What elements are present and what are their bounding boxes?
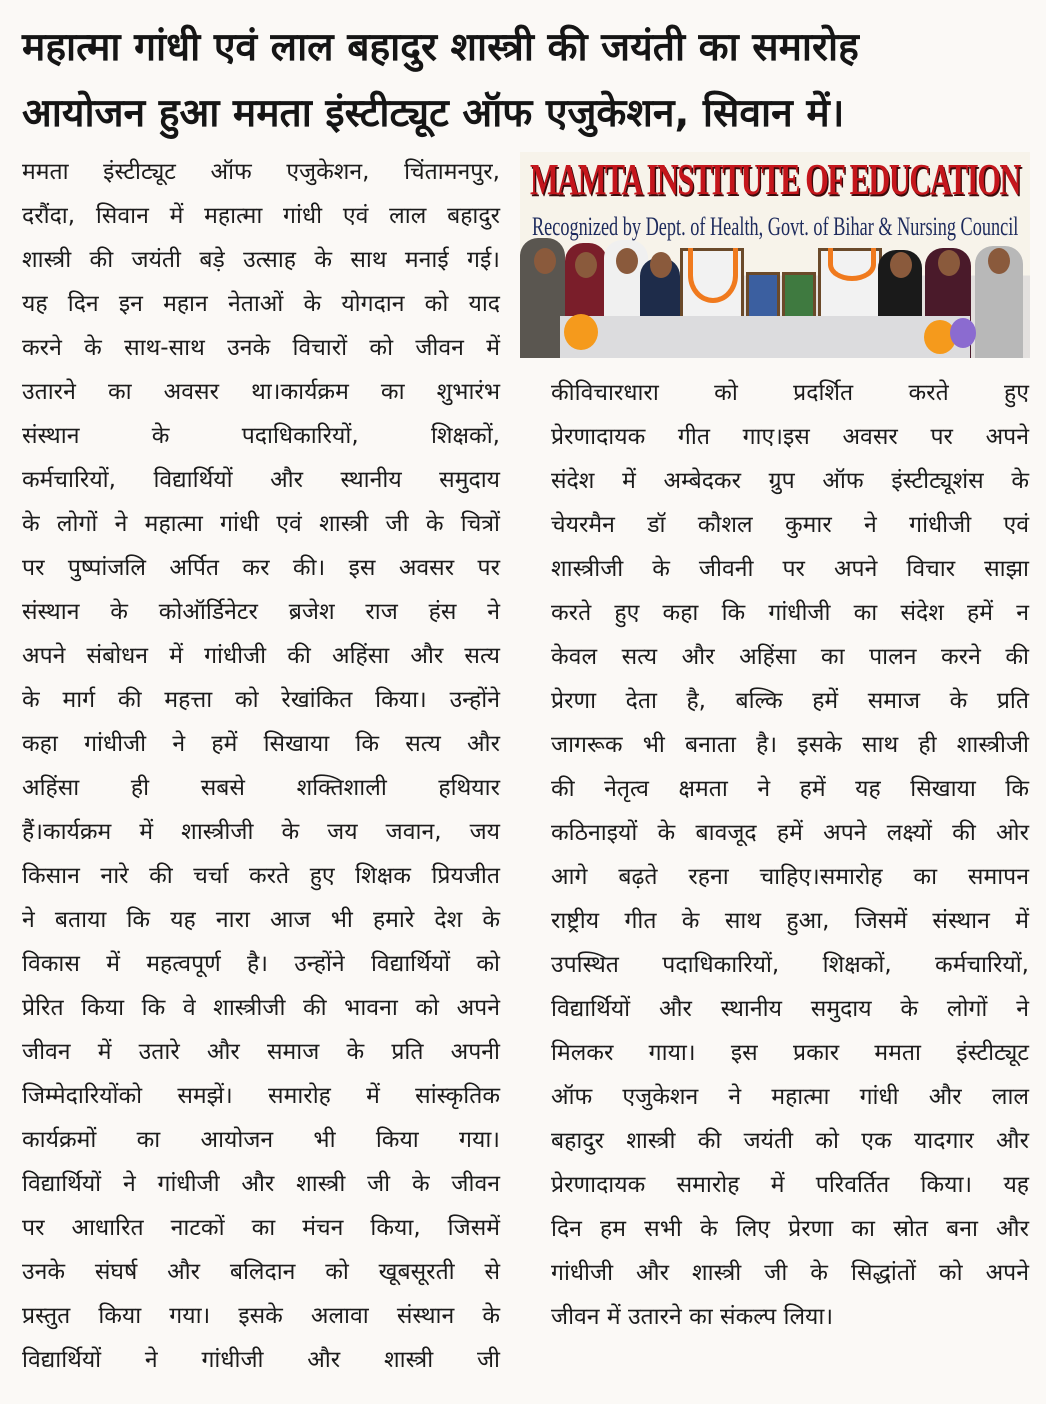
article-text-line: विद्यार्थियों और स्थानीय समुदाय के लोगों ने [551,996,1029,1022]
article-text-line: के लोगों ने महात्मा गांधी एवं शास्त्री जी के चित्रों [22,511,500,537]
article-text-line: किसान नारे की चर्चा करते हुए शिक्षक प्रियजीत [22,863,500,889]
headline-line-1: महात्मा गांधी एवं लाल बहादुर शास्त्री की जयंती का समारोह [22,25,859,70]
article-text-line: उनके संघर्ष और बलिदान को खूबसूरती से [22,1259,500,1285]
article-text-line: करने के साथ-साथ उनके विचारों को जीवन में [22,335,500,361]
article-text-line: कर्मचारियों, विद्यार्थियों और स्थानीय समुदाय [22,467,500,493]
article-text-line: चेयरमैन डॉ कौशल कुमार ने गांधीजी एवं [551,512,1029,538]
article-text-line: जीवन में उतारे और समाज के प्रति अपनी [22,1039,500,1065]
article-text-line: ममता इंस्टीट्यूट ऑफ एजुकेशन, चिंतामनपुर, [22,159,500,185]
article-text-line: आगे बढ़ते रहना चाहिए।समारोह का समापन [551,864,1029,890]
article-text-line: ऑफ एजुकेशन ने महात्मा गांधी और लाल [551,1084,1029,1110]
article-text-line: उतारने का अवसर था।कार्यक्रम का शुभारंभ [22,379,500,405]
balloon [564,314,598,350]
article-text-line: कार्यक्रमों का आयोजन भी किया गया। [22,1127,500,1153]
article-text-line: प्रेरणा देता है, बल्कि हमें समाज के प्रति [551,688,1029,714]
person-head [650,252,672,278]
article-text-line: दिन हम सभी के लिए प्रेरणा का स्रोत बना और [551,1216,1029,1242]
article-text-line: विद्यार्थियों ने गांधीजी और शास्त्री जी [22,1347,500,1373]
article-text-line: पर आधारित नाटकों का मंचन किया, जिसमें [22,1215,500,1241]
event-photo [520,152,1030,358]
garland [688,248,738,303]
article-text-line: विकास में महत्वपूर्ण है। उन्होंने विद्यार्थियों को [22,951,500,977]
article-text-line: कीविचारधारा को प्रदर्शित करते हुए [551,380,1029,406]
article-text-line: संदेश में अम्बेदकर ग्रुप ऑफ इंस्टीट्यूशंस के [551,468,1029,494]
article-text-line: शास्त्री की जयंती बड़े उत्साह के साथ मनाई गई। [22,247,500,273]
article-text-line: गांधीजी और शास्त्री जी के सिद्धांतों को अपने [551,1260,1029,1286]
article-text-line: राष्ट्रीय गीत के साथ हुआ, जिसमें संस्थान में [551,908,1029,934]
article-text-line: ने बताया कि यह नारा आज भी हमारे देश के [22,907,500,933]
article-text-line: जागरूक भी बनाता है। इसके साथ ही शास्त्रीजी [551,732,1029,758]
article-text-line: हैं।कार्यक्रम में शास्त्रीजी के जय जवान, जय [22,819,500,845]
article-text-line: उपस्थित पदाधिकारियों, शिक्षकों, कर्मचारियों, [551,952,1029,978]
article-right-column [551,371,1029,1339]
article-text-line: जिम्मेदारियोंको समझें। समारोह में सांस्कृतिक [22,1083,500,1109]
article-text-line: बहादुर शास्त्री की जयंती को एक यादगार और [551,1128,1029,1154]
article-left-column [22,150,500,1382]
article-text-line: यह दिन इन महान नेताओं के योगदान को याद [22,291,500,317]
person-head [938,250,960,276]
article-text-line: प्रेरणादायक गीत गाए।इस अवसर पर अपने [551,424,1029,450]
article-text-line: के मार्ग की महत्ता को रेखांकित किया। उन्होंने [22,687,500,713]
article-text-line: संस्थान के पदाधिकारियों, शिक्षकों, [22,423,500,449]
article-text-line: पर पुष्पांजलि अर्पित कर की। इस अवसर पर [22,555,500,581]
person-head [575,252,597,278]
article-text-line: कठिनाइयों के बावजूद हमें अपने लक्ष्यों की ओर [551,820,1029,846]
portrait-frame [782,272,816,322]
garland [828,248,876,281]
person-head [534,248,556,274]
article-text-line: अहिंसा ही सबसे शक्तिशाली हथियार [22,775,500,801]
article-text-line: संस्थान के कोऑर्डिनेटर ब्रजेश राज हंस ने [22,599,500,625]
person-head [988,248,1010,274]
article-text-line: शास्त्रीजी के जीवनी पर अपने विचार साझा [551,556,1029,582]
person-head [890,252,912,278]
article-text-line: प्रस्तुत किया गया। इसके अलावा संस्थान के [22,1303,500,1329]
balloon [950,318,976,348]
article-text-line: केवल सत्य और अहिंसा का पालन करने की [551,644,1029,670]
article-text-line: प्रेरणादायक समारोह में परिवर्तित किया। यह [551,1172,1029,1198]
article-text-line: करते हुए कहा कि गांधीजी का संदेश हमें न [551,600,1029,626]
article-text-line: दरौंदा, सिवान में महात्मा गांधी एवं लाल बहादुर [22,203,500,229]
article-text-line: जीवन में उतारने का संकल्प लिया। [551,1304,834,1330]
table [560,316,970,358]
article-text-line: प्रेरित किया कि वे शास्त्रीजी की भावना को अपने [22,995,500,1021]
headline-line-2: आयोजन हुआ ममता इंस्टीट्यूट ऑफ एजुकेशन, सिवान में। [22,91,845,136]
article-text-line: मिलकर गाया। इस प्रकार ममता इंस्टीट्यूट [551,1040,1029,1066]
article-text-line: की नेतृत्व क्षमता ने हमें यह सिखाया कि [551,776,1029,802]
portrait-frame [746,272,780,322]
article-text-line: अपने संबोधन में गांधीजी की अहिंसा और सत्य [22,643,500,669]
banner-title: MAMTA INSTITUTE OF EDUCATION [530,155,1021,204]
person-head [616,248,638,274]
article-text-line: विद्यार्थियों ने गांधीजी और शास्त्री जी के जीवन [22,1171,500,1197]
article-text-line: कहा गांधीजी ने हमें सिखाया कि सत्य और [22,731,500,757]
banner-subtitle: Recognized by Dept. of Health, Govt. of Bihar & Nursing Council [532,212,1019,241]
